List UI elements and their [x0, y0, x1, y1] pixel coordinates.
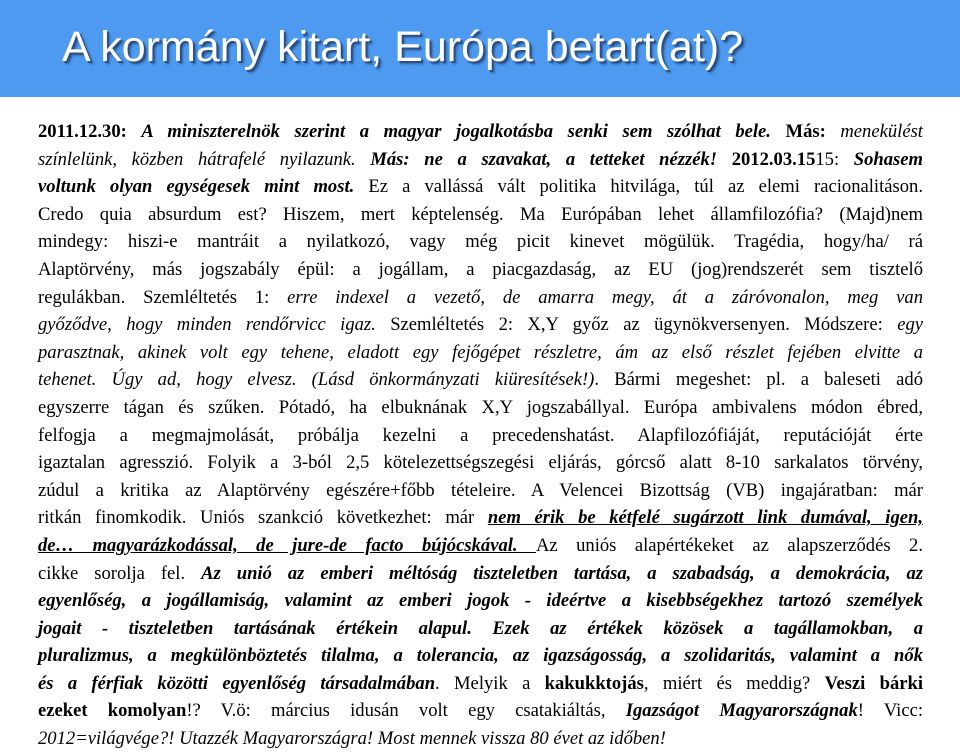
text-run: . Melyik a	[435, 672, 545, 694]
text-run: ! Vicc:	[857, 700, 924, 722]
body-line	[38, 449, 923, 477]
text-run: és a férfiak közötti egyenlőség társadalmában	[38, 672, 436, 694]
body-line	[38, 173, 923, 201]
body-line	[38, 228, 923, 256]
body-line	[38, 284, 923, 312]
text-run: színlelünk, közben hátrafelé nyilazunk.	[38, 148, 371, 170]
text-run: Sohasem	[853, 148, 924, 170]
text-run	[771, 121, 786, 142]
text-run: parasztnak, akinek volt egy tehene, eladott egy fejőgépet részletre, ám az első részlet fejében elvitte a	[38, 341, 923, 363]
body-line	[38, 146, 923, 174]
body-line	[38, 670, 923, 698]
body-line	[38, 201, 923, 229]
text-run: . Bármi megeshet: pl. a baleseti adó	[594, 369, 923, 391]
text-run: felfogja a megmajmolását, próbálja kezelni a precedenshatást. Alapfilozófiáját, reputációját érte	[38, 424, 923, 446]
body-line	[38, 587, 923, 615]
body-line	[38, 339, 923, 367]
text-run: pluralizmus, a megkülönböztetés tilalma, a tolerancia, az igazságosság, a szolidaritás, valamint a nők	[38, 645, 923, 667]
body-line	[38, 394, 923, 422]
body-line	[38, 366, 923, 394]
body-line	[38, 725, 923, 753]
body-line	[38, 311, 923, 339]
text-run: Más:	[785, 121, 841, 142]
text-run: de… magyarázkodással, de jure-de facto bújócskával.	[38, 534, 536, 556]
text-run: 2012=világvége?! Utazzék Magyarországra! Most mennek vissza 80 évet az időben!	[38, 728, 666, 750]
text-run: menekülést	[840, 121, 923, 142]
text-run: Az unió az emberi méltóság tiszteletben tartása, a szabadság, a demokrácia, az	[201, 562, 923, 584]
body-line	[38, 256, 923, 284]
text-run: 2012.03.15	[731, 148, 816, 170]
text-run: mindegy: hiszi-e mantráit a nyilatkozó, vagy még picit kinevet mögülük. Tragédia, hogy/ha/ rá	[38, 231, 923, 253]
text-run: regulákban. Szemléltetés 1:	[38, 286, 288, 308]
body-line	[38, 532, 923, 560]
text-run: egy	[897, 314, 923, 336]
text-run: Credo quia absurdum est? Hiszem, mert képtelenség. Ma Európában lehet államfilozófia? (Majd)nem	[38, 203, 923, 225]
text-run: ritkán finomkodik. Uniós szankció következhet: már	[38, 507, 488, 529]
text-run: jogait - tiszteletben tartásának értékein alapul. Ezek az értékek közösek a tagállamokban, a	[38, 617, 923, 639]
text-run: voltunk olyan egységesek mint most.	[38, 176, 369, 198]
text-run: !? V.ö: március idusán volt egy csatakiáltás,	[186, 700, 626, 722]
text-run: A miniszterelnök szerint a magyar jogalkotásba senki sem szólhat bele.	[141, 121, 771, 142]
text-run: Alaptörvény, más jogszabály épül: a jogállam, a piacgazdaság, az EU (jog)rendszerét sem tisztelő	[38, 258, 923, 280]
text-run: Ez a vallássá vált politika hitvilága, túl az elemi racionalitáson.	[368, 176, 923, 198]
text-run: zúdul a kritika az Alaptörvény egészére+főbb tételeire. A Velencei Bizottság (VB) ingajáratban: már	[38, 479, 923, 501]
text-run: kakukktojás	[544, 672, 644, 694]
text-run: Szemléltetés 2: X,Y győz az ügynökversenyen. Módszere:	[390, 314, 898, 336]
text-run: Más: ne a szavakat, a tetteket nézzék!	[370, 148, 732, 170]
body-line	[38, 118, 923, 146]
text-run: erre indexel a vezető, de amarra megy, át a záróvonalon, meg van	[287, 286, 923, 308]
body-text	[38, 118, 923, 753]
text-run: 15:	[815, 148, 854, 170]
text-run: nem érik be kétfelé sugárzott link dumával, igen,	[487, 507, 923, 529]
text-run: tehenet. Úgy ad, hogy elvesz. (Lásd önkormányzati kiüresítések!)	[38, 369, 595, 391]
body-line	[38, 422, 923, 450]
text-run: győződve, hogy minden rendőrvicc igaz.	[38, 314, 391, 336]
text-run: egyenlőség, a jogállamiság, valamint az emberi jogok - ideértve a kisebbségekhez tartozó személyek	[38, 590, 923, 612]
body-line	[38, 560, 923, 588]
text-run: 2011.12.30:	[38, 121, 142, 142]
body-line	[38, 642, 923, 670]
body-line	[38, 615, 923, 643]
body-line	[38, 504, 923, 532]
text-run: cikke sorolja fel.	[38, 562, 202, 584]
text-run: egyszerre tágan és szűken. Pótadó, ha elbuknának X,Y jogszabállyal. Európa ambivalens módon ébred,	[38, 396, 923, 418]
text-run: igaztalan agresszió. Folyik a 3-ból 2,5 kötelezettségszegési eljárás, górcső alatt 8-10 sarkalatos törvény,	[38, 452, 923, 474]
body-line	[38, 697, 923, 725]
text-run: Igazságot Magyarországnak	[625, 700, 858, 722]
text-run: Veszi bárki	[824, 672, 923, 694]
text-run: Az uniós alapértékeket az alapszerződés 2.	[536, 534, 923, 556]
title-bar	[0, 0, 960, 97]
slide-title: A kormány kitart, Európa betart(at)?	[62, 23, 744, 71]
body-line	[38, 477, 923, 505]
text-run: , miért és meddig?	[643, 672, 825, 694]
text-run: ezeket komolyan	[38, 700, 187, 722]
